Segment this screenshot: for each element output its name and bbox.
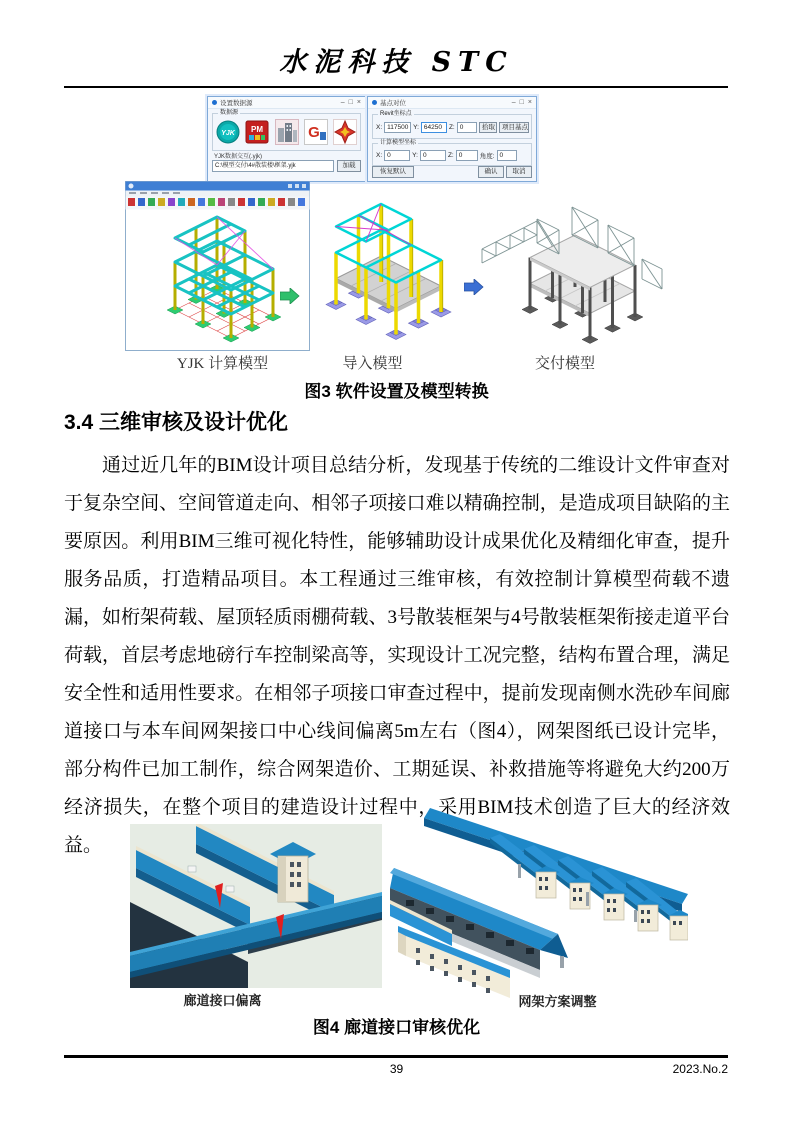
maximize-button[interactable]: □ xyxy=(348,99,353,106)
revit-group-label: Revit坐标点 xyxy=(380,111,412,117)
svg-text:G: G xyxy=(307,124,320,141)
basepoint-dialog-titlebar xyxy=(368,97,536,109)
building-icon[interactable] xyxy=(275,119,299,145)
x-star-icon[interactable] xyxy=(333,119,357,145)
dialog-title: 设置数据源 xyxy=(220,100,253,107)
imported-model-image xyxy=(296,184,477,351)
app-icon xyxy=(212,100,217,105)
pick-button[interactable]: 拾取 xyxy=(479,122,497,133)
angle-input[interactable]: 0 xyxy=(497,150,517,161)
project-basepoint-button[interactable]: 项目基点 xyxy=(499,122,529,133)
datasource-group xyxy=(212,110,361,151)
header-rule xyxy=(64,86,728,88)
y-label: Y: xyxy=(413,124,419,131)
grid-frame-adjustment-image xyxy=(390,808,688,998)
model-caption-yjk: YJK 计算模型 xyxy=(176,356,269,372)
revit-y-input[interactable]: 64250 xyxy=(421,122,447,133)
y-label: Y: xyxy=(412,152,418,159)
calc-model-group xyxy=(372,140,532,166)
g-icon[interactable] xyxy=(304,119,328,145)
calc-x-input[interactable]: 0 xyxy=(384,150,410,161)
cancel-button[interactable]: 取消 xyxy=(506,166,532,178)
z-label: Z: xyxy=(447,152,454,159)
yjk-exchange-label: YJK数据交互(.yjk) xyxy=(214,154,263,160)
model-caption-import: 导入模型 xyxy=(342,356,403,372)
calc-y-input[interactable]: 0 xyxy=(420,150,446,161)
datasource-group-label: 数据源 xyxy=(220,110,239,116)
corridor-offset-image xyxy=(130,824,382,988)
figure3-caption: 图3 软件设置及模型转换 xyxy=(304,382,489,401)
figure4-right-caption: 网架方案调整 xyxy=(518,994,597,1009)
z-label: Z: xyxy=(448,124,455,131)
load-button[interactable]: 加载 xyxy=(337,160,361,172)
reset-default-button[interactable]: 恢复默认 xyxy=(372,166,414,178)
delivered-model-image xyxy=(477,179,674,352)
datasource-dialog-titlebar xyxy=(208,97,365,109)
figure4-left-caption: 廊道接口偏离 xyxy=(183,993,262,1008)
revit-point-group xyxy=(372,111,532,139)
close-button[interactable]: × xyxy=(527,99,532,106)
x-label: X: xyxy=(376,124,383,131)
revit-x-input[interactable]: 117500 xyxy=(384,122,411,133)
yjk-icon[interactable] xyxy=(216,119,240,145)
angle-label: 角度: xyxy=(479,153,495,160)
figure4-caption: 图4 廊道接口审核优化 xyxy=(312,1018,481,1037)
confirm-button[interactable]: 确认 xyxy=(478,166,504,178)
app-icon xyxy=(372,100,377,105)
yjk-calculation-model-image xyxy=(125,181,310,351)
page-number: 39 xyxy=(389,1062,404,1076)
maximize-button[interactable]: □ xyxy=(519,99,524,106)
model-path-input[interactable]: C:\模型交付\4#散装楼\框架.yjk xyxy=(212,160,334,172)
x-label: X: xyxy=(376,152,383,159)
pkpm-icon[interactable] xyxy=(245,119,269,145)
journal-title: 水泥科技 STC xyxy=(279,47,514,78)
calc-group-label: 计算模型坐标 xyxy=(380,140,417,146)
minimize-button[interactable]: – xyxy=(340,99,345,106)
revit-z-input[interactable]: 0 xyxy=(457,122,477,133)
model-caption-delivery: 交付模型 xyxy=(534,356,595,372)
minimize-button[interactable]: – xyxy=(511,99,516,106)
section-heading: 3.4 三维审核及设计优化 xyxy=(64,411,289,434)
svg-text:YJK: YJK xyxy=(221,130,235,137)
footer-rule xyxy=(64,1055,728,1058)
basepoint-dialog xyxy=(367,96,537,182)
issue-number: 2023.No.2 xyxy=(672,1062,728,1076)
datasource-dialog xyxy=(207,96,366,182)
close-button[interactable]: × xyxy=(356,99,361,106)
svg-text:PM: PM xyxy=(251,125,264,134)
calc-z-input[interactable]: 0 xyxy=(456,150,478,161)
body-paragraph: 通过近几年的BIM设计项目总结分析，发现基于传统的二维设计文件审查对于复杂空间、空间管道走向、相邻子项接口难以精确控制，是造成项目缺陷的主要原因。利用BIM三维可视化特性，能够辅助设计成果优化及精细化审查，提升服务品质，打造精品项目。本工程通过三维审核，有效控制计算模型荷载不遗漏，如桁架荷载、屋顶轻质雨棚荷载、3号散装框架与4号散装框架衔接走道平台荷载，首层考虑地磅行车控制梁高等，实现设计工况完整，结构布置合理，满足安全性和适用性要求。在相邻子项接口审查过程中，提前发现南侧水洗砂车间廊道接口与本车间网架接口中心线间偏离5m左右（图4），网架图纸已设计完毕，部分构件已加工制作，综合网架造价、工期延误、补救措施等将避免大约200万经济损失，在整个项目的建造设计过程中，采用BIM技术创造了巨大的经济效益。 xyxy=(64,455,730,856)
dialog-title: 基点对位 xyxy=(380,100,406,107)
